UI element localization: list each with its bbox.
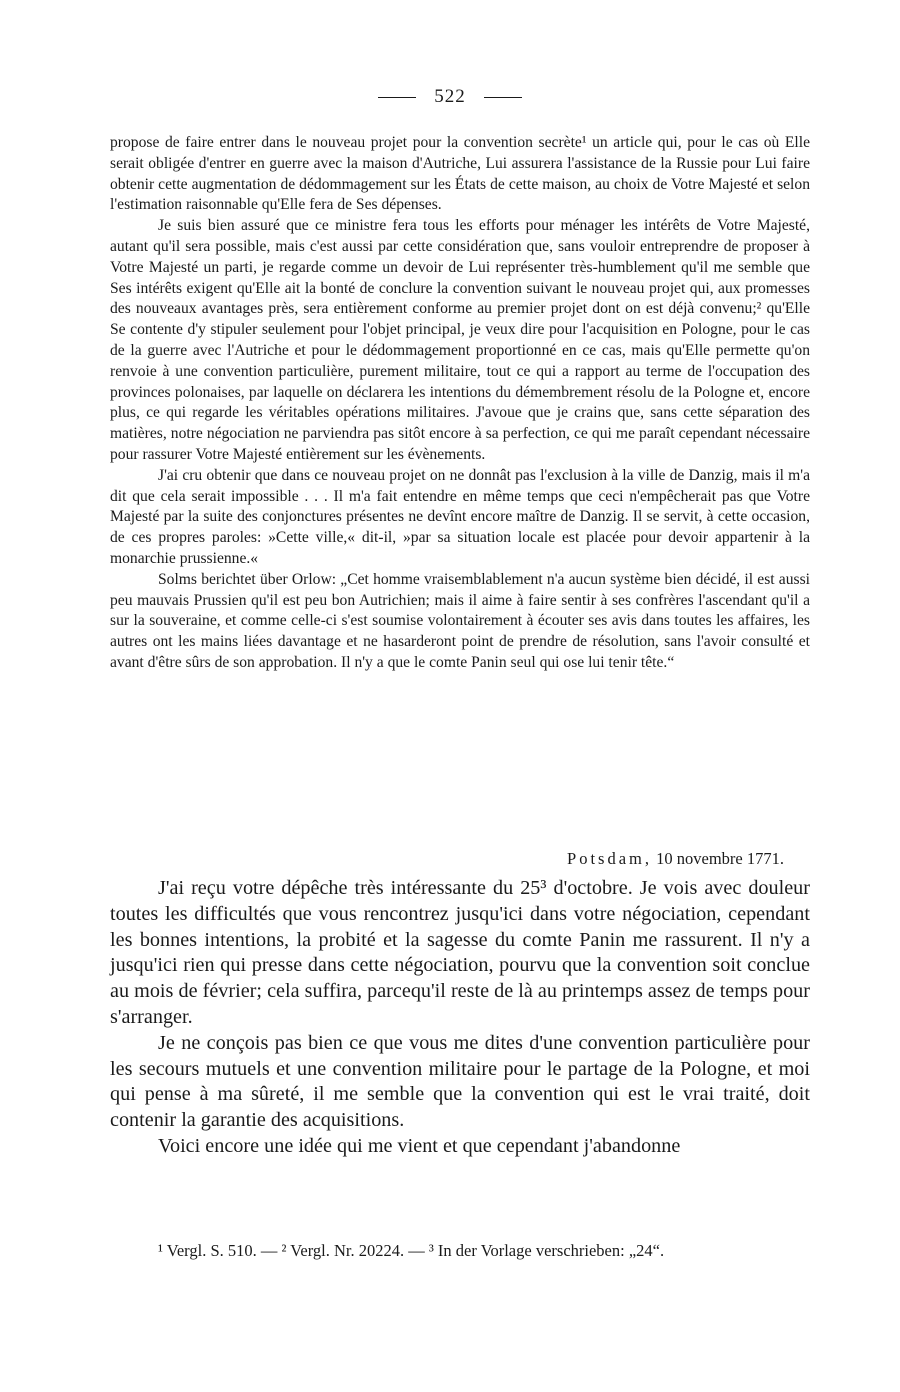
letter-paragraph-3: Voici encore une idée qui me vient et que cependant j'abandonne (158, 1134, 681, 1157)
letter-paragraph-2: Je ne conçois pas bien ce que vous me dites d'une convention particulière pour les secours mutuels et une convention militaire pour le partage de la Pologne, et moi qui pense à ma sûreté, il me semble que la convention qui est le vrai traité, doit contenir la garantie des acquisitions. (110, 1031, 810, 1132)
quoted-report-text (110, 133, 810, 674)
dateline-date: 10 novembre 1771. (656, 849, 784, 868)
header-rule-left (378, 97, 416, 98)
dateline-place: Potsdam, (567, 849, 653, 868)
letter-dateline (110, 849, 784, 869)
page-number: 522 (434, 86, 466, 107)
paragraph-1: propose de faire entrer dans le nouveau projet pour la convention secrète¹ un article qui, pour le cas où Elle serait obligée d'entrer en guerre avec la maison d'Autriche, Lui assurera l'assistance de la Russie pour Lui faire obtenir cette augmentation de dédommagement sur les États de cette maison, au choix de Votre Majesté et selon l'estimation raisonnable qu'Elle fera de Ses dépenses. (110, 134, 810, 214)
paragraph-4: Solms berichtet über Orlow: „Cet homme vraisemblablement n'a aucun système bien décidé, il est aussi peu mauvais Prussien qu'il est peu bon Autrichien; mais il aime à faire sentir à ses confrères l'ascendant qu'il a sur la souveraine, et comme celle-ci s'est soumise volontairement à écouter ses avis dans toutes les affaires, les autres ont les mains liées davantage et ne hasarderont point de prendre de résolution, sans l'avoir consulté et avant d'être sûrs de son approbation. Il n'y a que le comte Panin seul qui ose lui tenir tête.“ (110, 570, 810, 671)
paragraph-2: Je suis bien assuré que ce ministre fera tous les efforts pour ménager les intérêts de Votre Majesté, autant qu'il sera possible, mais c'est aussi par cette considération que, sans vouloir entreprendre de proposer à Votre Majesté un parti, je regarde comme un devoir de Lui représenter très-humblement qu'il me semble que Ses intérêts exigent qu'Elle ait la bonté de conclure la convention suivant le nouveau projet qui, aux promesses des nouveaux avantages près, sera entièrement conforme au premier projet dont on est déjà convenu;² qu'Elle Se contente d'y stipuler seulement pour l'objet principal, je veux dire pour l'acquisition en Pologne, pour le cas de la guerre avec l'Autriche et pour le dédommagement proportionné en ce cas, mais qu'Elle permette qu'on renvoie à une convention particulière, purement militaire, tout ce qui a rapport au terme de l'occupation des provinces polonaises, par laquelle on déclarera les intentions du démembrement résolu de la Pologne et, encore plus, ce qui regarde les véritables opérations militaires. J'avoue que je crains que, sans cette séparation des matières, notre négociation ne parviendra pas sitôt encore à sa perfection, ce qui me paraît cependant nécessaire pour rassurer Votre Majesté entièrement sur les évènements. (110, 217, 810, 463)
page-header (0, 86, 900, 108)
letter-body (110, 876, 810, 1160)
paragraph-3: J'ai cru obtenir que dans ce nouveau projet on ne donnât pas l'exclusion à la ville de Danzig, mais il m'a dit que cela serait impossible . . . Il m'a fait entendre en même temps que ceci n'empêcherait pas que Votre Majesté par la suite des conjonctures présentes ne devînt encore maître de Danzig. Il se servit, à cette occasion, de ces propres paroles: »Cette ville,« dit-il, »par sa situation locale est placée pour devoir appartenir à la monarchie prussienne.« (110, 466, 810, 567)
header-rule-right (484, 97, 522, 98)
footnotes (110, 1240, 810, 1262)
footnote-text: ¹ Vergl. S. 510. — ² Vergl. Nr. 20224. — ³ In der Vorlage verschrieben: „24“. (158, 1241, 665, 1260)
letter-paragraph-1: J'ai reçu votre dépêche très intéressante du 25³ d'octobre. Je vois avec douleur toutes les difficultés que vous rencontrez jusqu'ici dans votre négociation, cependant les bonnes intentions, la probité et la sagesse du comte Panin me rassurent. Il n'y a jusqu'ici rien qui presse dans cette négociation, pourvu que la convention soit conclue au mois de février; cela suffira, parcequ'il reste de là au printemps assez de temps pour s'arranger. (110, 877, 810, 1028)
